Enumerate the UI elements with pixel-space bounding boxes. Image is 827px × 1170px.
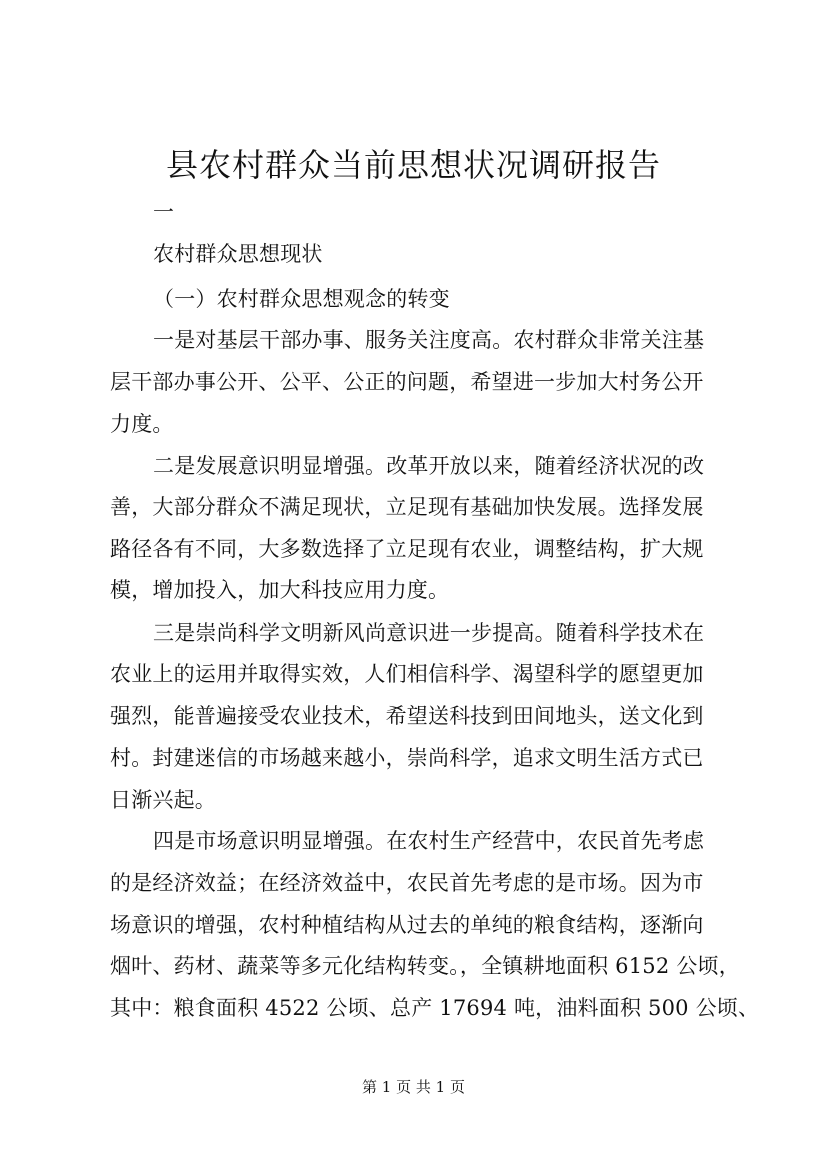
paragraph-3-line-4: 村。封建迷信的市场越来越小，崇尚科学，追求文明生活方式已 — [110, 746, 704, 770]
section-marker: 一 — [153, 200, 175, 224]
subsection-heading: （一）农村群众思想观念的转变 — [153, 287, 450, 311]
paragraph-4-line-5: 其中：粮食面积 4522 公顷、总产 17694 吨，油料面积 500 公顷、 — [110, 996, 760, 1020]
paragraph-4-line-4: 烟叶、药材、蔬菜等多元化结构转变。，全镇耕地面积 6152 公顷， — [110, 954, 740, 978]
document-title: 县农村群众当前思想状况调研报告 — [165, 146, 661, 184]
paragraph-3-line-3: 强烈，能普遍接受农业技术，希望送科技到田间地头，送文化到 — [110, 704, 704, 728]
paragraph-2-line-1: 二是发展意识明显增强。改革开放以来，随着经济状况的改 — [153, 454, 705, 478]
paragraph-1-line-1: 一是对基层干部办事、服务关注度高。农村群众非常关注基 — [153, 328, 705, 352]
paragraph-4-line-1: 四是市场意识明显增强。在农村生产经营中，农民首先考虑 — [153, 829, 705, 853]
paragraph-3-line-2: 农业上的运用并取得实效，人们相信科学、渴望科学的愿望更加 — [110, 662, 704, 686]
paragraph-2-line-2: 善，大部分群众不满足现状，立足现有基础加快发展。选择发展 — [110, 495, 704, 519]
paragraph-1-line-3: 力度。 — [110, 412, 174, 436]
page-footer: 第 1 页 共 1 页 — [362, 1078, 465, 1096]
paragraph-4-line-2: 的是经济效益；在经济效益中，农民首先考虑的是市场。因为市 — [110, 871, 704, 895]
paragraph-2-line-4: 模，增加投入，加大科技应用力度。 — [110, 578, 450, 602]
section-heading: 农村群众思想现状 — [153, 242, 323, 266]
paragraph-3-line-5: 日渐兴起。 — [110, 788, 216, 812]
paragraph-2-line-3: 路径各有不同，大多数选择了立足现有农业，调整结构，扩大规 — [110, 537, 704, 561]
paragraph-4-line-3: 场意识的增强，农村种植结构从过去的单纯的粮食结构，逐渐向 — [110, 913, 704, 937]
paragraph-1-line-2: 层干部办事公开、公平、公正的问题，希望进一步加大村务公开 — [110, 370, 704, 394]
paragraph-3-line-1: 三是崇尚科学文明新风尚意识进一步提高。随着科学技术在 — [153, 621, 705, 645]
